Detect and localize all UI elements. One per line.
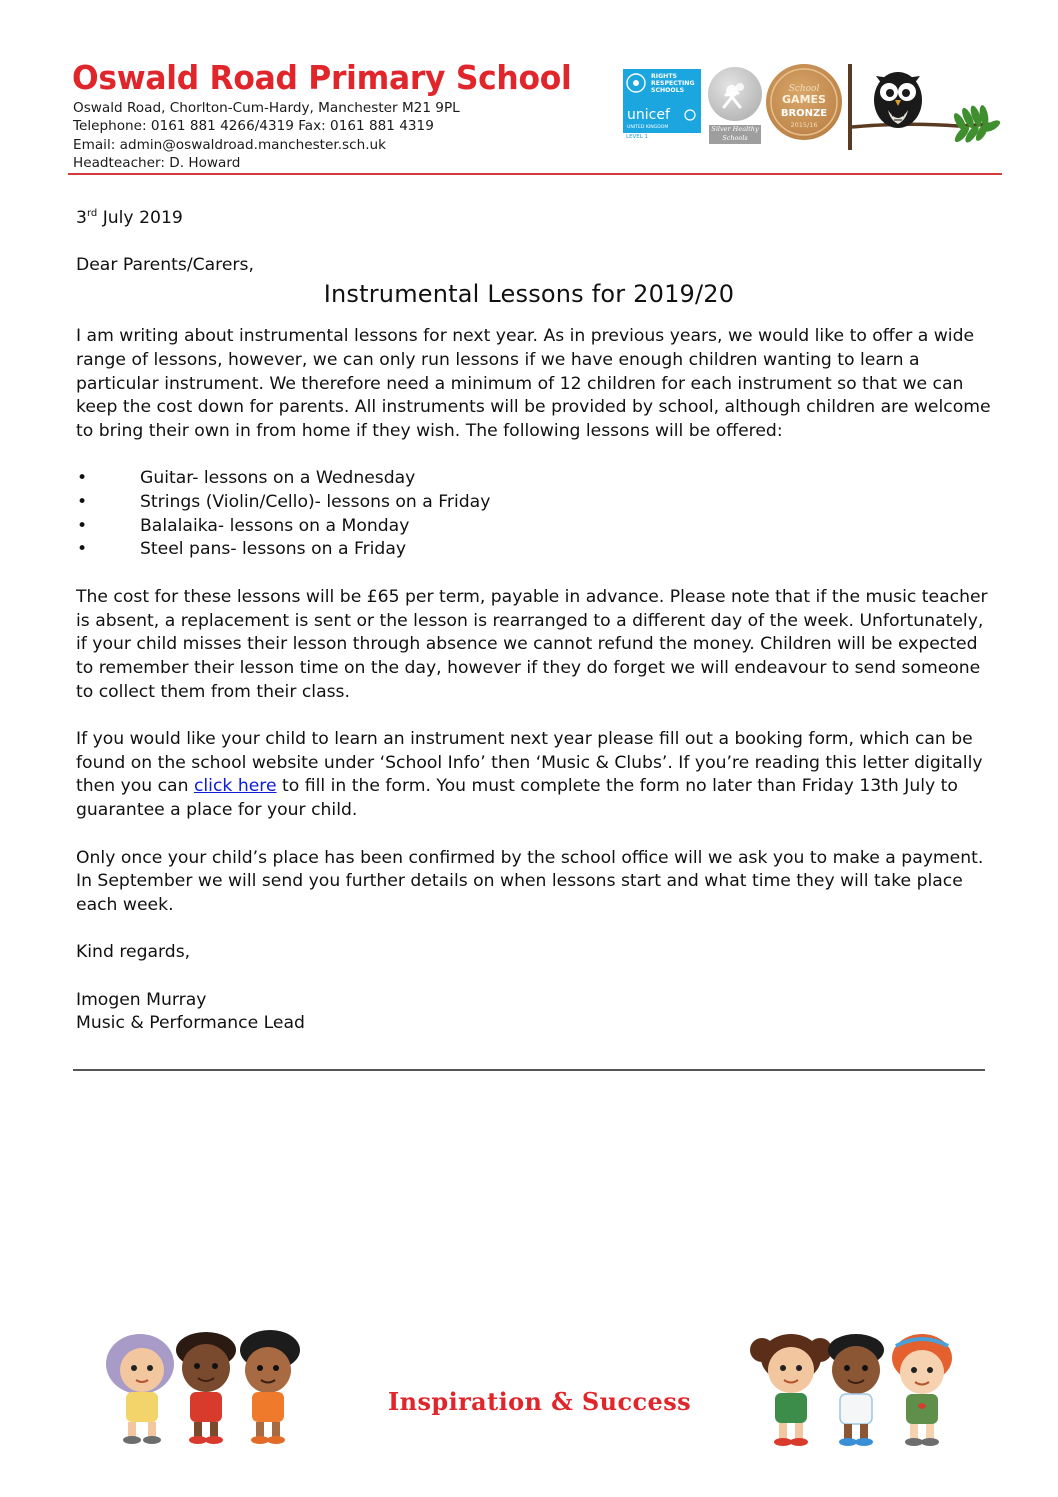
school-name: Oswald Road Primary School — [72, 58, 572, 97]
games-line1: School — [788, 84, 820, 94]
silver-award-tag: Silver Healthy Schools — [709, 125, 761, 144]
footer-rule — [73, 1069, 985, 1071]
bullet: • — [77, 468, 88, 489]
paragraph-intro: I am writing about instrumental lessons for next year. As in previous years, we would like to offer a wide range of lessons, however, we can only run lessons if we have enough children wanting to learn a particular instrument. We therefore need a minimum of 12 children for each instrument so that we can keep the cost down for parents. All instruments will be provided by school, although children are welcome to bring their own in from home if they wish. The following lessons will be offered: — [76, 326, 991, 441]
school-motto: Inspiration & Success — [388, 1387, 692, 1416]
children-cartoon-left-icon — [96, 1328, 312, 1448]
booking-form-link[interactable]: click here — [193, 776, 277, 797]
date-rest: July 2019 — [97, 208, 183, 228]
bullet: • — [77, 539, 88, 560]
school-contact-block — [73, 99, 460, 172]
school-games-badge-icon — [766, 64, 842, 140]
letter-date — [76, 207, 996, 231]
signatory-role: Music & Performance Lead — [76, 1013, 305, 1034]
unicef-line3: SCHOOLS — [651, 87, 685, 94]
games-line3: BRONZE — [780, 108, 828, 119]
owl-on-branch-icon — [846, 64, 1006, 154]
silver-award-icon — [708, 67, 762, 121]
games-line4: 2015/16 — [790, 121, 818, 129]
unicef-level: LEVEL 1 — [626, 134, 649, 140]
booking-text-after: to fill in the form. You must complete the form no later than Friday 13th July to guarantee a place for your child. — [76, 776, 958, 821]
letter-title: Instrumental Lessons for 2019/20 — [323, 280, 735, 308]
paragraph-booking — [76, 728, 996, 823]
lesson-guitar: Guitar- lessons on a Wednesday — [140, 468, 416, 489]
school-headteacher: Headteacher: D. Howard — [73, 154, 241, 171]
closing: Kind regards, — [76, 942, 191, 963]
school-email: Email: admin@oswaldroad.manchester.sch.uk — [73, 136, 387, 153]
salutation: Dear Parents/Carers, — [76, 255, 254, 276]
games-line2: GAMES — [782, 93, 826, 106]
lesson-strings: Strings (Violin/Cello)- lessons on a Friday — [140, 492, 491, 512]
date-day: 3 — [76, 208, 87, 228]
children-cartoon-right-icon — [746, 1328, 968, 1452]
list-item — [76, 515, 996, 539]
lessons-list — [76, 467, 996, 562]
paragraph-payment: Only once your child’s place has been confirmed by the school office will we ask you to make a payment. In September we will send you further details on when lessons start and what time they will take place each week. — [76, 847, 984, 915]
unicef-word: unicef — [627, 107, 670, 123]
unicef-line1: RIGHTS — [651, 73, 678, 80]
unicef-line2: RESPECTING — [651, 80, 695, 87]
unicef-sub: UNITED KINGDOM — [627, 125, 669, 130]
bullet: • — [77, 515, 88, 536]
letter-body — [76, 207, 996, 1036]
school-telephone: Telephone: 0161 881 4266/4319 Fax: 0161 881 4319 — [73, 118, 434, 135]
unicef-badge-icon — [623, 69, 701, 133]
list-item — [76, 467, 996, 491]
date-suffix: rd — [86, 208, 98, 219]
school-address: Oswald Road, Chorlton-Cum-Hardy, Manchester M21 9PL — [73, 100, 460, 116]
header-rule — [68, 173, 1002, 175]
list-item — [76, 491, 996, 515]
list-item — [76, 538, 996, 562]
paragraph-cost: The cost for these lessons will be £65 per term, payable in advance. Please note that if the music teacher is absent, a replacement is sent or the lesson is rearranged to a different day of the week. Unfortunately, if your child misses their lesson through absence we cannot refund the money. Children will be expected to remember their lesson time on the day, however if they do forget we will endeavour to send someone to collect them from their class. — [76, 586, 988, 702]
booking-text-before: If you would like your child to learn an instrument next year please fill out a booking form, which can be found on the school website under ‘School Info’ then ‘Music & Clubs’. If you’re reading this letter digitally then you can — [76, 729, 983, 797]
signatory-name: Imogen Murray — [76, 989, 207, 1010]
lesson-balalaika: Balalaika- lessons on a Monday — [140, 515, 410, 536]
lesson-steel-pans: Steel pans- lessons on a Friday — [140, 539, 407, 560]
bullet: • — [77, 492, 88, 512]
